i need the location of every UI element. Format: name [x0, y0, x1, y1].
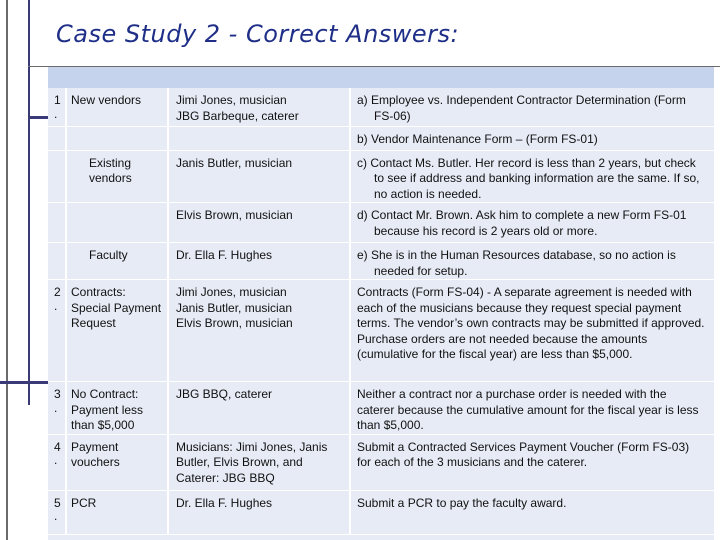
item-cell — [66, 434, 168, 490]
item-cell — [66, 150, 168, 203]
action-text: Submit a PCR to pay the faculty award. — [357, 495, 567, 510]
vendor-text: Janis Butler, musician — [176, 155, 293, 170]
action-cell — [350, 382, 714, 435]
table-row — [48, 280, 714, 382]
row-number-text: 3 — [54, 387, 61, 401]
row-number-dot: . — [54, 106, 58, 121]
table-row — [48, 126, 714, 150]
item-cell — [66, 88, 168, 126]
table-row — [48, 150, 714, 203]
row-number — [48, 280, 66, 382]
action-text: Contracts (Form FS-04) - A separate agreement is needed with each of the musicians because they request special payment terms. The vendor’s own contracts may be submitted if approved. Purchase orders are not needed because the amounts (cumulative for the fiscal year) are less than $5,000. — [357, 285, 705, 361]
item-text: Contracts: Special Payment Request — [71, 285, 162, 330]
action-text: Submit a Contracted Services Payment Voucher (Form FS-03) for each of the 3 musicians and the caterer. — [357, 439, 690, 469]
row-number-dot: . — [54, 509, 58, 523]
left-accent-line — [28, 0, 30, 405]
row-number-text: 4 — [54, 439, 61, 454]
vendor-cell — [168, 434, 350, 490]
action-cell — [350, 126, 714, 150]
action-cell — [350, 243, 714, 280]
vendor-cell — [168, 382, 350, 435]
item-text: New vendors — [71, 93, 142, 107]
vendor-cell — [168, 126, 350, 150]
table-row — [48, 434, 714, 490]
row-number — [48, 382, 66, 435]
vendor-cell — [168, 280, 350, 382]
vendor-text: Elvis Brown, musician — [176, 208, 293, 222]
vendor-cell — [168, 150, 350, 203]
vendor-cell — [168, 243, 350, 280]
row-number-text: 1 — [54, 93, 61, 107]
action-cell — [350, 280, 714, 382]
row-number — [48, 490, 66, 534]
row-number-dot: . — [54, 298, 58, 313]
accent-tick-top — [28, 116, 50, 119]
row-number-text: 5 — [54, 495, 61, 510]
table-header-band — [48, 67, 714, 88]
table-row — [48, 203, 714, 243]
item-text: PCR — [71, 495, 97, 510]
vendor-text: Jimi Jones, musician Janis Butler, musician Elvis Brown, musician — [176, 285, 293, 330]
row-number — [48, 150, 66, 203]
action-cell — [350, 150, 714, 203]
action-cell — [350, 203, 714, 243]
table-row — [48, 88, 714, 126]
table-row — [48, 243, 714, 280]
row-number — [48, 203, 66, 243]
row-number — [48, 88, 66, 126]
vendor-text: Dr. Ella F. Hughes — [176, 495, 273, 510]
action-cell — [350, 490, 714, 534]
action-cell — [350, 88, 714, 126]
vendor-text: Jimi Jones, musician JBG Barbeque, caterer — [176, 93, 299, 123]
page-title: Case Study 2 - Correct Answers: — [56, 20, 460, 48]
action-text: e) She is in the Human Resources database, so no action is needed for setup. — [357, 248, 676, 278]
left-border-line — [6, 0, 8, 540]
action-text: a) Employee vs. Independent Contractor Determination (Form FS-06) — [357, 93, 686, 123]
action-text: Neither a contract nor a purchase order is needed with the caterer because the cumulative amount for the fiscal year is less than $5,000. — [357, 387, 699, 432]
action-text: b) Vendor Maintenance Form – (Form FS-01) — [357, 131, 598, 146]
row-number — [48, 243, 66, 280]
item-cell — [66, 490, 168, 534]
vendor-text: Musicians: Jimi Jones, Janis Butler, Elvis Brown, and Caterer: JBG BBQ — [176, 439, 328, 485]
row-number-dot: . — [54, 453, 58, 467]
accent-tick-bottom — [0, 381, 50, 384]
row-number-dot: . — [54, 400, 58, 415]
item-cell — [66, 382, 168, 435]
answers-table-container — [48, 67, 714, 540]
row-number — [48, 434, 66, 490]
item-text: Faculty — [89, 248, 128, 262]
vendor-cell — [168, 203, 350, 243]
item-text: Existing vendors — [89, 155, 132, 185]
answers-table — [48, 88, 714, 535]
action-text: d) Contact Mr. Brown. Ask him to complete a new Form FS-01 because his record is 2 years old or more. — [357, 208, 687, 238]
row-number-text: 2 — [54, 285, 61, 299]
item-cell — [66, 243, 168, 280]
vendor-text: JBG BBQ, caterer — [176, 387, 273, 401]
action-text: c) Contact Ms. Butler. Her record is less than 2 years, but check to see if address and banking information are the same. If so, no action is needed. — [357, 155, 700, 201]
vendor-cell — [168, 490, 350, 534]
item-text: No Contract: Payment less than $5,000 — [71, 387, 144, 432]
item-cell — [66, 126, 168, 150]
table-row — [48, 382, 714, 435]
row-number — [48, 126, 66, 150]
item-text: Payment vouchers — [71, 439, 120, 469]
item-cell — [66, 203, 168, 243]
table-row — [48, 490, 714, 534]
action-cell — [350, 434, 714, 490]
item-cell — [66, 280, 168, 382]
vendor-cell — [168, 88, 350, 126]
vendor-text: Dr. Ella F. Hughes — [176, 248, 273, 262]
